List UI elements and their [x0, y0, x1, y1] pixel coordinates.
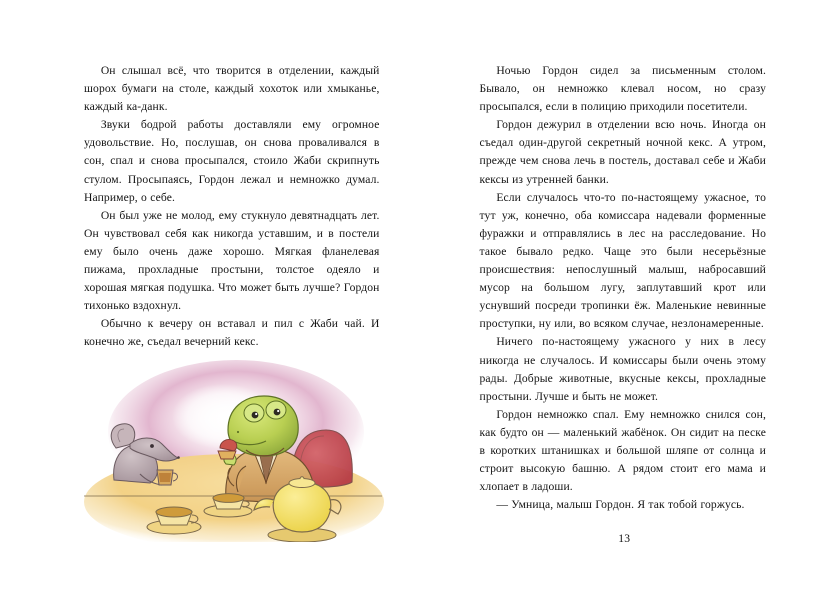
paragraph: Он был уже не молод, ему стукнуло девятнадцать лет. Он чувствовал себя как никогда уставшим, и в постели ему было очень даже хорошо. Мягкая фланелевая пижама, прохладные простыни, толстое одеяло и хорошая мягкая подушка. Что может быть лучше? Гордон тихонько вздохнул.: [84, 208, 380, 313]
right-text-column: [480, 62, 767, 514]
paragraph: Он слышал всё, что творится в отделении, каждый шорох бумаги на столе, каждый хохоток или хмыканье, каждый ка-данк.: [84, 64, 380, 114]
paragraph: Гордон дежурил в отделении всю ночь. Иногда он съедал один-другой секретный ночной кекс. А утром, прежде чем снова лечь в постель, доставал себе и Жаби кексы из утренней банки.: [479, 118, 766, 186]
paragraph: Обычно к вечеру он вставал и пил с Жаби чай. И конечно же, съедал вечерний кекс.: [84, 317, 380, 349]
left-text-column: [84, 62, 380, 352]
illustration-container: [78, 352, 390, 542]
paragraph: Гордон немножко спал. Ему немножко снился сон, как будто он — маленький жабёнок. Он сидит на песке в коротких штанишках и большой шляпе от солнца и строит высокую башню. А рядом стоит его мама и хлопает в ладоши.: [479, 407, 766, 494]
right-book-page: [420, 0, 839, 595]
paragraph: Если случалось что-то по-настоящему ужасное, то тут уж, конечно, оба комиссара надевали форменные фуражки и отправлялись в лес на расследование. Но такое бывало редко. Чаще это были несерьёзные происшествия: непослушный малыш, набросавший мусор на большом лугу, заплутавший крот или уснувший посреди тропинки ёж. Маленькие невинные проступки, ну или, во всяком случае, незлонамеренные.: [479, 190, 766, 331]
paragraph: Ничего по-настоящему ужасного у них в лесу никогда не случалось. И комиссары были очень этому рады. Добрые животные, вкусные кексы, прохладные простыни. Лучше и быть не может.: [479, 335, 766, 403]
paragraph: Ночью Гордон сидел за письменным столом. Бывало, он немножко клевал носом, но сразу просыпался, если в полицию приходили посетители.: [479, 64, 766, 114]
paragraph: Звуки бодрой работы доставляли ему огромное удовольствие. Но, послушав, он снова проваливался в сон, спал и снова просыпался, стоило Жаби скрипнуть стулом. Просыпаясь, Гордон лежал и немножко думал. Например, о себе.: [84, 118, 380, 204]
dialogue-paragraph: — Умница, малыш Гордон. Я так тобой горжусь.: [496, 498, 745, 512]
page-number: 13: [618, 532, 631, 545]
toad-and-mouse-tea-illustration: [78, 352, 390, 542]
